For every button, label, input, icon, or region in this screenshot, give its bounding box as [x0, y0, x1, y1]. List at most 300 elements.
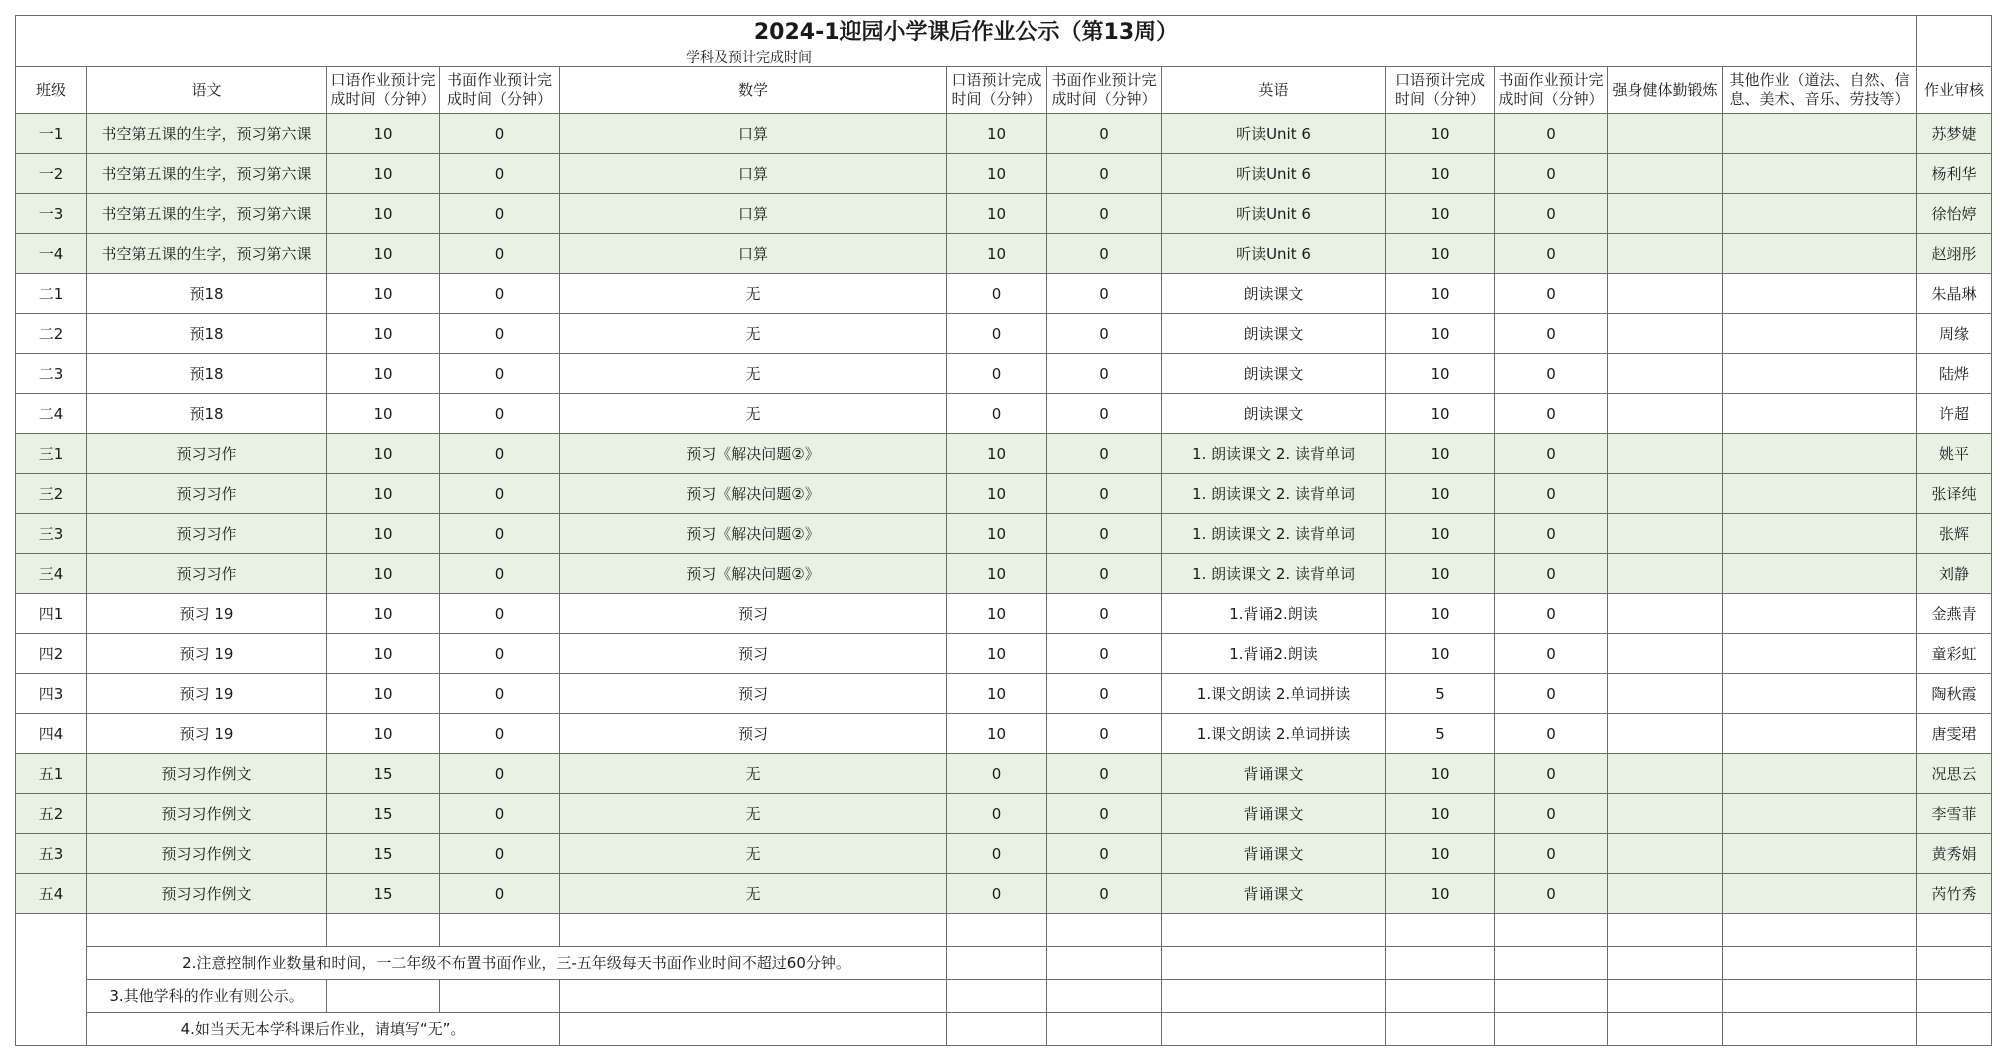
cell-math-oral[interactable]: 10: [947, 154, 1047, 194]
cell-english[interactable]: 听读Unit 6: [1162, 234, 1386, 274]
cell-math-oral[interactable]: 10: [947, 474, 1047, 514]
blank-cell[interactable]: [1047, 914, 1162, 947]
cell-english-oral[interactable]: 10: [1386, 434, 1495, 474]
blank-cell[interactable]: [327, 914, 440, 947]
cell-english[interactable]: 1. 朗读课文 2. 读背单词: [1162, 554, 1386, 594]
blank-cell[interactable]: [440, 980, 560, 1013]
cell-math[interactable]: 预习《解决问题②》: [560, 434, 947, 474]
blank-cell[interactable]: [947, 1013, 1047, 1046]
cell-chinese-written[interactable]: 0: [440, 354, 560, 394]
cell-chinese[interactable]: 书空第五课的生字，预习第六课: [87, 194, 327, 234]
cell-reviewer[interactable]: 徐怡婷: [1917, 194, 1992, 234]
cell-math-written[interactable]: 0: [1047, 274, 1162, 314]
cell-reviewer[interactable]: 杨利华: [1917, 154, 1992, 194]
blank-cell[interactable]: [1047, 980, 1162, 1013]
cell-math[interactable]: 口算: [560, 154, 947, 194]
cell-chinese-written[interactable]: 0: [440, 874, 560, 914]
cell-other[interactable]: [1723, 714, 1917, 754]
header-math-written-time[interactable]: 书面作业预计完成时间（分钟）: [1047, 67, 1162, 114]
blank-cell[interactable]: [947, 947, 1047, 980]
cell-chinese-written[interactable]: 0: [440, 314, 560, 354]
cell-class[interactable]: 五1: [16, 754, 87, 794]
cell-english-written[interactable]: 0: [1495, 594, 1608, 634]
cell-chinese-oral[interactable]: 10: [327, 314, 440, 354]
cell-chinese[interactable]: 预习习作: [87, 434, 327, 474]
cell-math-oral[interactable]: 0: [947, 274, 1047, 314]
cell-english-oral[interactable]: 10: [1386, 114, 1495, 154]
cell-math[interactable]: 无: [560, 274, 947, 314]
cell-chinese-oral[interactable]: 15: [327, 834, 440, 874]
cell-english-oral[interactable]: 10: [1386, 154, 1495, 194]
note-text[interactable]: 4.如当天无本学科课后作业，请填写“无”。: [87, 1013, 560, 1046]
cell-math-written[interactable]: 0: [1047, 794, 1162, 834]
cell-reviewer[interactable]: 童彩虹: [1917, 634, 1992, 674]
cell-chinese[interactable]: 预18: [87, 314, 327, 354]
sheet-title[interactable]: 2024-1迎园小学课后作业公示（第13周）: [16, 16, 1917, 51]
blank-cell[interactable]: [1608, 1013, 1723, 1046]
blank-cell[interactable]: [1495, 980, 1608, 1013]
blank-cell[interactable]: [1047, 1013, 1162, 1046]
cell-english-written[interactable]: 0: [1495, 114, 1608, 154]
cell-other[interactable]: [1723, 394, 1917, 434]
cell-chinese-oral[interactable]: 15: [327, 754, 440, 794]
blank-cell[interactable]: [947, 980, 1047, 1013]
cell-english[interactable]: 背诵课文: [1162, 754, 1386, 794]
cell-reviewer[interactable]: 陆烨: [1917, 354, 1992, 394]
cell-math-oral[interactable]: 10: [947, 194, 1047, 234]
cell-chinese-written[interactable]: 0: [440, 674, 560, 714]
cell-english[interactable]: 朗读课文: [1162, 274, 1386, 314]
cell-exercise[interactable]: [1608, 114, 1723, 154]
cell-english-oral[interactable]: 10: [1386, 194, 1495, 234]
cell-math-written[interactable]: 0: [1047, 114, 1162, 154]
cell-math-oral[interactable]: 10: [947, 554, 1047, 594]
cell-english-oral[interactable]: 10: [1386, 794, 1495, 834]
cell-math-oral[interactable]: 10: [947, 234, 1047, 274]
cell-chinese[interactable]: 预习 19: [87, 674, 327, 714]
cell-reviewer[interactable]: 陶秋霞: [1917, 674, 1992, 714]
cell-english-oral[interactable]: 5: [1386, 674, 1495, 714]
cell-class[interactable]: 五4: [16, 874, 87, 914]
cell-english[interactable]: 1. 朗读课文 2. 读背单词: [1162, 434, 1386, 474]
blank-cell[interactable]: [1386, 947, 1495, 980]
blank-cell[interactable]: [1047, 947, 1162, 980]
cell-math-oral[interactable]: 10: [947, 594, 1047, 634]
cell-english-oral[interactable]: 10: [1386, 354, 1495, 394]
cell-chinese[interactable]: 书空第五课的生字，预习第六课: [87, 114, 327, 154]
cell-chinese-oral[interactable]: 10: [327, 634, 440, 674]
cell-english-oral[interactable]: 10: [1386, 754, 1495, 794]
cell-english[interactable]: 1. 朗读课文 2. 读背单词: [1162, 474, 1386, 514]
cell-reviewer[interactable]: 周缘: [1917, 314, 1992, 354]
cell-exercise[interactable]: [1608, 434, 1723, 474]
cell-math-written[interactable]: 0: [1047, 634, 1162, 674]
header-chinese-written-time[interactable]: 书面作业预计完成时间（分钟）: [440, 67, 560, 114]
cell-chinese-oral[interactable]: 10: [327, 674, 440, 714]
cell-math-written[interactable]: 0: [1047, 714, 1162, 754]
cell-math-written[interactable]: 0: [1047, 674, 1162, 714]
cell-math[interactable]: 预习: [560, 714, 947, 754]
cell-math[interactable]: 口算: [560, 234, 947, 274]
blank-cell[interactable]: [1723, 947, 1917, 980]
blank-cell[interactable]: [1162, 914, 1386, 947]
cell-chinese-written[interactable]: 0: [440, 394, 560, 434]
cell-chinese-oral[interactable]: 10: [327, 234, 440, 274]
blank-cell[interactable]: [1495, 914, 1608, 947]
cell-exercise[interactable]: [1608, 474, 1723, 514]
cell-class[interactable]: 二1: [16, 274, 87, 314]
blank-cell[interactable]: [327, 980, 440, 1013]
blank-cell[interactable]: [1608, 914, 1723, 947]
cell-english[interactable]: 1.课文朗读 2.单词拼读: [1162, 674, 1386, 714]
cell-math-oral[interactable]: 10: [947, 434, 1047, 474]
cell-math-written[interactable]: 0: [1047, 594, 1162, 634]
cell-english[interactable]: 1.背诵2.朗读: [1162, 594, 1386, 634]
cell-chinese-oral[interactable]: 10: [327, 274, 440, 314]
cell-math-written[interactable]: 0: [1047, 234, 1162, 274]
cell-chinese-written[interactable]: 0: [440, 554, 560, 594]
cell-reviewer[interactable]: 金燕青: [1917, 594, 1992, 634]
cell-chinese[interactable]: 书空第五课的生字，预习第六课: [87, 154, 327, 194]
cell-class[interactable]: 三3: [16, 514, 87, 554]
cell-exercise[interactable]: [1608, 514, 1723, 554]
cell-class[interactable]: 三1: [16, 434, 87, 474]
blank-cell[interactable]: [1917, 1013, 1992, 1046]
cell-chinese-oral[interactable]: 10: [327, 114, 440, 154]
header-other[interactable]: 其他作业（道法、自然、信息、美术、音乐、劳技等）: [1723, 67, 1917, 114]
cell-english-oral[interactable]: 10: [1386, 474, 1495, 514]
cell-chinese-written[interactable]: 0: [440, 834, 560, 874]
cell-english-written[interactable]: 0: [1495, 874, 1608, 914]
cell-class[interactable]: 四4: [16, 714, 87, 754]
cell-english[interactable]: 1.课文朗读 2.单词拼读: [1162, 714, 1386, 754]
cell-math-oral[interactable]: 10: [947, 714, 1047, 754]
cell-class[interactable]: 四2: [16, 634, 87, 674]
cell-class[interactable]: 四3: [16, 674, 87, 714]
cell-class[interactable]: 一2: [16, 154, 87, 194]
cell-other[interactable]: [1723, 234, 1917, 274]
cell-math[interactable]: 预习《解决问题②》: [560, 474, 947, 514]
cell-chinese[interactable]: 预习习作: [87, 474, 327, 514]
header-english-written-time[interactable]: 书面作业预计完成时间（分钟）: [1495, 67, 1608, 114]
cell-english[interactable]: 1. 朗读课文 2. 读背单词: [1162, 514, 1386, 554]
cell-class[interactable]: 二4: [16, 394, 87, 434]
blank-cell[interactable]: [1162, 1013, 1386, 1046]
subtitle-blank-cell[interactable]: [1917, 50, 1992, 67]
cell-math[interactable]: 预习: [560, 674, 947, 714]
cell-exercise[interactable]: [1608, 634, 1723, 674]
cell-chinese-written[interactable]: 0: [440, 234, 560, 274]
cell-other[interactable]: [1723, 434, 1917, 474]
cell-english-oral[interactable]: 5: [1386, 714, 1495, 754]
cell-math-written[interactable]: 0: [1047, 474, 1162, 514]
cell-math-oral[interactable]: 0: [947, 314, 1047, 354]
cell-chinese-oral[interactable]: 15: [327, 874, 440, 914]
cell-reviewer[interactable]: 芮竹秀: [1917, 874, 1992, 914]
blank-cell[interactable]: [1917, 980, 1992, 1013]
cell-other[interactable]: [1723, 674, 1917, 714]
cell-math-written[interactable]: 0: [1047, 394, 1162, 434]
cell-math[interactable]: 无: [560, 394, 947, 434]
cell-chinese[interactable]: 预习习作例文: [87, 874, 327, 914]
cell-class[interactable]: 四1: [16, 594, 87, 634]
cell-english-oral[interactable]: 10: [1386, 314, 1495, 354]
cell-math[interactable]: 无: [560, 314, 947, 354]
cell-exercise[interactable]: [1608, 394, 1723, 434]
cell-exercise[interactable]: [1608, 714, 1723, 754]
cell-reviewer[interactable]: 黄秀娟: [1917, 834, 1992, 874]
cell-exercise[interactable]: [1608, 554, 1723, 594]
cell-english-written[interactable]: 0: [1495, 274, 1608, 314]
cell-chinese-oral[interactable]: 10: [327, 474, 440, 514]
cell-math-oral[interactable]: 0: [947, 874, 1047, 914]
cell-exercise[interactable]: [1608, 594, 1723, 634]
cell-reviewer[interactable]: 况思云: [1917, 754, 1992, 794]
cell-chinese-oral[interactable]: 15: [327, 794, 440, 834]
cell-chinese-written[interactable]: 0: [440, 634, 560, 674]
cell-math[interactable]: 预习《解决问题②》: [560, 554, 947, 594]
cell-chinese-oral[interactable]: 10: [327, 354, 440, 394]
cell-other[interactable]: [1723, 594, 1917, 634]
cell-class[interactable]: 一4: [16, 234, 87, 274]
cell-math[interactable]: 无: [560, 834, 947, 874]
cell-math-oral[interactable]: 10: [947, 634, 1047, 674]
blank-cell[interactable]: [560, 1013, 947, 1046]
cell-chinese[interactable]: 预18: [87, 394, 327, 434]
cell-chinese-oral[interactable]: 10: [327, 434, 440, 474]
cell-chinese[interactable]: 预习 19: [87, 634, 327, 674]
header-english-oral-time[interactable]: 口语预计完成时间（分钟）: [1386, 67, 1495, 114]
cell-other[interactable]: [1723, 834, 1917, 874]
cell-english-written[interactable]: 0: [1495, 314, 1608, 354]
cell-math-written[interactable]: 0: [1047, 194, 1162, 234]
blank-cell[interactable]: [1723, 1013, 1917, 1046]
cell-other[interactable]: [1723, 314, 1917, 354]
cell-english[interactable]: 听读Unit 6: [1162, 194, 1386, 234]
cell-class[interactable]: 三4: [16, 554, 87, 594]
cell-exercise[interactable]: [1608, 314, 1723, 354]
cell-english-written[interactable]: 0: [1495, 674, 1608, 714]
cell-math-written[interactable]: 0: [1047, 434, 1162, 474]
cell-chinese-written[interactable]: 0: [440, 194, 560, 234]
sheet-subtitle[interactable]: 学科及预计完成时间: [16, 50, 1917, 67]
blank-cell[interactable]: [1723, 980, 1917, 1013]
blank-cell[interactable]: [1608, 980, 1723, 1013]
cell-other[interactable]: [1723, 514, 1917, 554]
cell-math[interactable]: 无: [560, 794, 947, 834]
cell-chinese[interactable]: 书空第五课的生字，预习第六课: [87, 234, 327, 274]
cell-other[interactable]: [1723, 634, 1917, 674]
cell-chinese[interactable]: 预习 19: [87, 714, 327, 754]
cell-chinese-oral[interactable]: 10: [327, 154, 440, 194]
cell-other[interactable]: [1723, 554, 1917, 594]
cell-english-oral[interactable]: 10: [1386, 874, 1495, 914]
cell-math[interactable]: 无: [560, 754, 947, 794]
cell-english-written[interactable]: 0: [1495, 754, 1608, 794]
blank-cell[interactable]: [560, 914, 947, 947]
cell-math-oral[interactable]: 0: [947, 834, 1047, 874]
blank-cell[interactable]: [1723, 914, 1917, 947]
cell-class[interactable]: 五2: [16, 794, 87, 834]
cell-english-oral[interactable]: 10: [1386, 394, 1495, 434]
cell-reviewer[interactable]: 许超: [1917, 394, 1992, 434]
cell-english-oral[interactable]: 10: [1386, 514, 1495, 554]
cell-math[interactable]: 口算: [560, 194, 947, 234]
cell-chinese-oral[interactable]: 10: [327, 714, 440, 754]
cell-english[interactable]: 1.背诵2.朗读: [1162, 634, 1386, 674]
cell-chinese-oral[interactable]: 10: [327, 514, 440, 554]
cell-chinese-written[interactable]: 0: [440, 274, 560, 314]
cell-chinese-oral[interactable]: 10: [327, 554, 440, 594]
cell-english[interactable]: 朗读课文: [1162, 354, 1386, 394]
cell-english[interactable]: 背诵课文: [1162, 794, 1386, 834]
cell-other[interactable]: [1723, 274, 1917, 314]
cell-english[interactable]: 背诵课文: [1162, 874, 1386, 914]
cell-other[interactable]: [1723, 194, 1917, 234]
cell-english-written[interactable]: 0: [1495, 354, 1608, 394]
cell-chinese[interactable]: 预习习作例文: [87, 834, 327, 874]
cell-exercise[interactable]: [1608, 834, 1723, 874]
cell-chinese-written[interactable]: 0: [440, 754, 560, 794]
cell-other[interactable]: [1723, 754, 1917, 794]
cell-math-written[interactable]: 0: [1047, 514, 1162, 554]
blank-cell[interactable]: [1495, 1013, 1608, 1046]
cell-chinese-written[interactable]: 0: [440, 514, 560, 554]
cell-english-written[interactable]: 0: [1495, 394, 1608, 434]
cell-other[interactable]: [1723, 874, 1917, 914]
cell-math-oral[interactable]: 0: [947, 394, 1047, 434]
cell-english-oral[interactable]: 10: [1386, 234, 1495, 274]
cell-math-written[interactable]: 0: [1047, 554, 1162, 594]
cell-chinese[interactable]: 预习 19: [87, 594, 327, 634]
header-class[interactable]: 班级: [16, 67, 87, 114]
header-english[interactable]: 英语: [1162, 67, 1386, 114]
cell-math-written[interactable]: 0: [1047, 154, 1162, 194]
cell-english-oral[interactable]: 10: [1386, 274, 1495, 314]
cell-chinese[interactable]: 预18: [87, 354, 327, 394]
cell-chinese[interactable]: 预习习作: [87, 554, 327, 594]
cell-english[interactable]: 朗读课文: [1162, 314, 1386, 354]
cell-exercise[interactable]: [1608, 234, 1723, 274]
cell-reviewer[interactable]: 姚平: [1917, 434, 1992, 474]
cell-exercise[interactable]: [1608, 754, 1723, 794]
cell-math-oral[interactable]: 0: [947, 354, 1047, 394]
cell-class[interactable]: 二2: [16, 314, 87, 354]
cell-reviewer[interactable]: 唐雯珺: [1917, 714, 1992, 754]
cell-english-written[interactable]: 0: [1495, 194, 1608, 234]
note-text[interactable]: 2.注意控制作业数量和时间，一二年级不布置书面作业，三-五年级每天书面作业时间不超过60分钟。: [87, 947, 947, 980]
blank-cell[interactable]: [440, 914, 560, 947]
cell-exercise[interactable]: [1608, 674, 1723, 714]
cell-other[interactable]: [1723, 114, 1917, 154]
cell-exercise[interactable]: [1608, 154, 1723, 194]
cell-reviewer[interactable]: 张译纯: [1917, 474, 1992, 514]
cell-class[interactable]: 五3: [16, 834, 87, 874]
cell-math-oral[interactable]: 0: [947, 794, 1047, 834]
blank-cell[interactable]: [1162, 947, 1386, 980]
cell-math[interactable]: 无: [560, 874, 947, 914]
cell-exercise[interactable]: [1608, 874, 1723, 914]
header-math[interactable]: 数学: [560, 67, 947, 114]
cell-math-written[interactable]: 0: [1047, 754, 1162, 794]
cell-exercise[interactable]: [1608, 354, 1723, 394]
cell-chinese-written[interactable]: 0: [440, 154, 560, 194]
cell-english[interactable]: 听读Unit 6: [1162, 114, 1386, 154]
cell-chinese-written[interactable]: 0: [440, 594, 560, 634]
cell-chinese[interactable]: 预习习作例文: [87, 754, 327, 794]
header-reviewer[interactable]: 作业审核: [1917, 67, 1992, 114]
cell-math[interactable]: 预习《解决问题②》: [560, 514, 947, 554]
cell-chinese-written[interactable]: 0: [440, 794, 560, 834]
cell-other[interactable]: [1723, 474, 1917, 514]
notes-label-cell[interactable]: [16, 914, 87, 1046]
cell-other[interactable]: [1723, 154, 1917, 194]
blank-cell[interactable]: [1162, 980, 1386, 1013]
cell-math[interactable]: 预习: [560, 594, 947, 634]
cell-english-written[interactable]: 0: [1495, 154, 1608, 194]
cell-english[interactable]: 背诵课文: [1162, 834, 1386, 874]
cell-chinese-oral[interactable]: 10: [327, 194, 440, 234]
cell-reviewer[interactable]: 苏梦婕: [1917, 114, 1992, 154]
cell-exercise[interactable]: [1608, 794, 1723, 834]
cell-english-oral[interactable]: 10: [1386, 634, 1495, 674]
cell-math-written[interactable]: 0: [1047, 874, 1162, 914]
cell-chinese-oral[interactable]: 10: [327, 594, 440, 634]
cell-english[interactable]: 听读Unit 6: [1162, 154, 1386, 194]
cell-english-written[interactable]: 0: [1495, 554, 1608, 594]
blank-cell[interactable]: [1386, 1013, 1495, 1046]
cell-math-written[interactable]: 0: [1047, 834, 1162, 874]
cell-math-written[interactable]: 0: [1047, 314, 1162, 354]
blank-cell[interactable]: [947, 914, 1047, 947]
cell-class[interactable]: 二3: [16, 354, 87, 394]
cell-english-oral[interactable]: 10: [1386, 834, 1495, 874]
cell-exercise[interactable]: [1608, 194, 1723, 234]
cell-class[interactable]: 一1: [16, 114, 87, 154]
cell-chinese-written[interactable]: 0: [440, 114, 560, 154]
blank-cell[interactable]: [560, 980, 947, 1013]
cell-math-written[interactable]: 0: [1047, 354, 1162, 394]
header-math-oral-time[interactable]: 口语预计完成时间（分钟）: [947, 67, 1047, 114]
cell-english-oral[interactable]: 10: [1386, 554, 1495, 594]
blank-cell[interactable]: [1386, 980, 1495, 1013]
header-chinese[interactable]: 语文: [87, 67, 327, 114]
cell-english-written[interactable]: 0: [1495, 714, 1608, 754]
cell-math[interactable]: 预习: [560, 634, 947, 674]
cell-chinese[interactable]: 预习习作: [87, 514, 327, 554]
cell-class[interactable]: 一3: [16, 194, 87, 234]
cell-math-oral[interactable]: 10: [947, 514, 1047, 554]
blank-cell[interactable]: [1917, 947, 1992, 980]
blank-cell[interactable]: [1495, 947, 1608, 980]
blank-cell[interactable]: [1917, 914, 1992, 947]
cell-english[interactable]: 朗读课文: [1162, 394, 1386, 434]
cell-reviewer[interactable]: 李雪菲: [1917, 794, 1992, 834]
cell-english-written[interactable]: 0: [1495, 434, 1608, 474]
cell-chinese-written[interactable]: 0: [440, 434, 560, 474]
cell-math-oral[interactable]: 10: [947, 114, 1047, 154]
cell-reviewer[interactable]: 张辉: [1917, 514, 1992, 554]
cell-chinese-oral[interactable]: 10: [327, 394, 440, 434]
cell-math-oral[interactable]: 10: [947, 674, 1047, 714]
cell-english-written[interactable]: 0: [1495, 474, 1608, 514]
cell-reviewer[interactable]: 赵翊彤: [1917, 234, 1992, 274]
cell-chinese-written[interactable]: 0: [440, 474, 560, 514]
cell-math-oral[interactable]: 0: [947, 754, 1047, 794]
cell-english-written[interactable]: 0: [1495, 514, 1608, 554]
header-exercise[interactable]: 强身健体勤锻炼: [1608, 67, 1723, 114]
blank-cell[interactable]: [1608, 947, 1723, 980]
